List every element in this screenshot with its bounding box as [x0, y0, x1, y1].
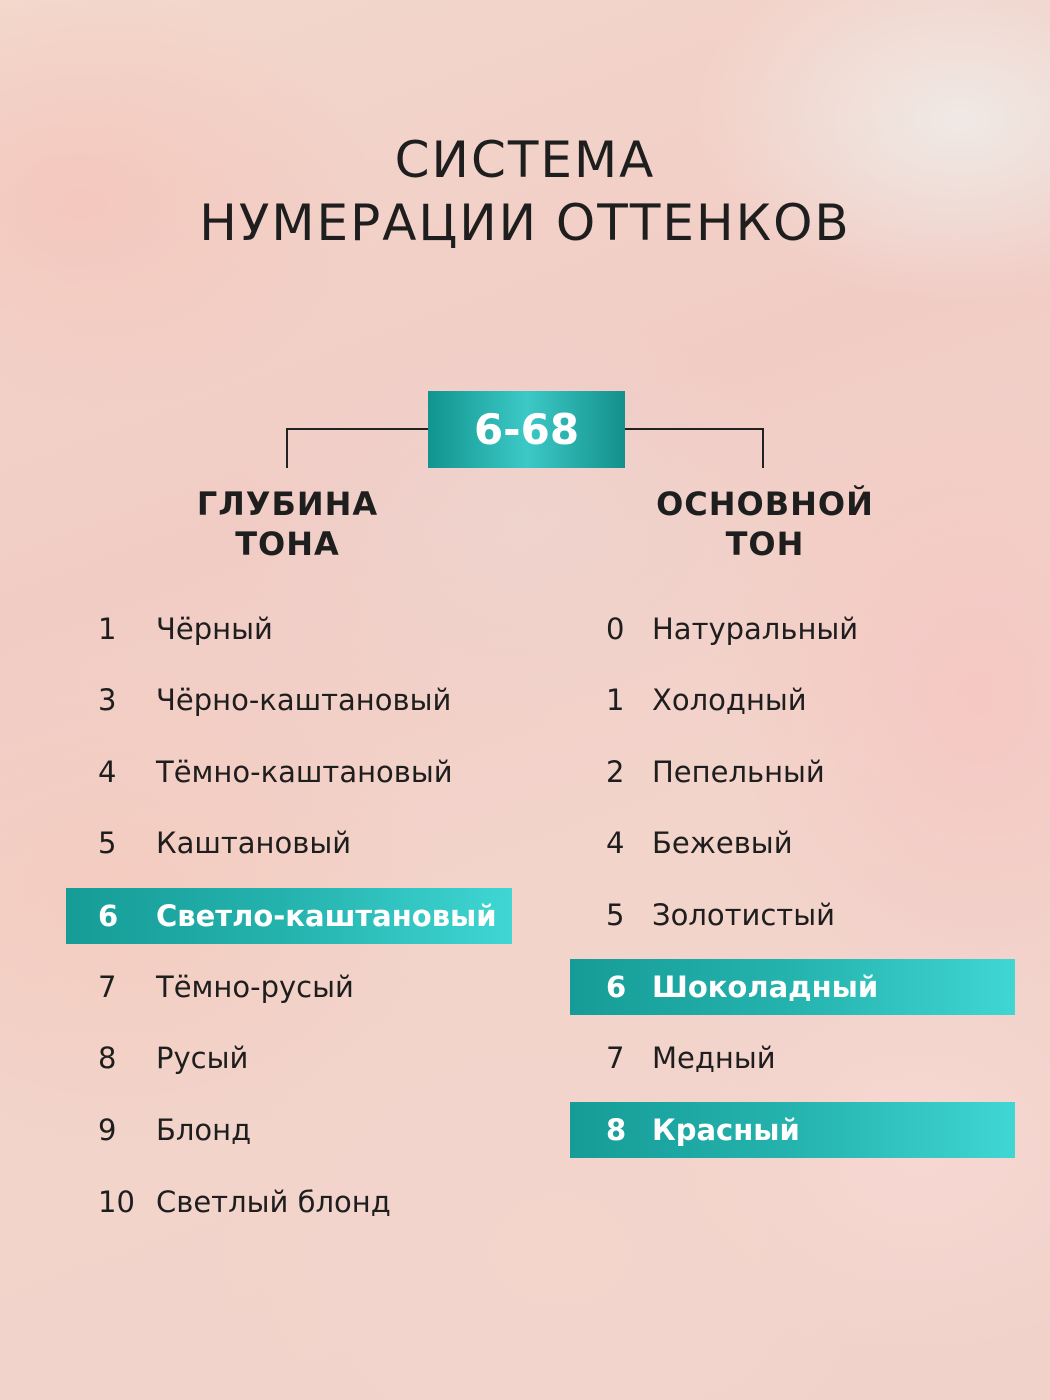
page-title-line2: НУМЕРАЦИИ ОТТЕНКОВ [199, 194, 851, 252]
row-label: Бежевый [652, 826, 793, 860]
tone-depth-row [66, 1102, 512, 1158]
tone-depth-heading-line2: ТОНА [235, 525, 340, 563]
row-number: 7 [606, 1041, 625, 1075]
row-number: 5 [606, 898, 625, 932]
main-tone-row [570, 601, 1015, 657]
page-title-line1: СИСТЕМА [394, 131, 656, 189]
tone-depth-row [66, 744, 512, 800]
main-tone-row [570, 744, 1015, 800]
row-number: 9 [98, 1113, 117, 1147]
connector-left-horizontal [286, 428, 428, 430]
tone-depth-row [66, 815, 512, 871]
row-number: 6 [606, 970, 627, 1004]
row-number: 2 [606, 755, 625, 789]
row-number: 4 [606, 826, 625, 860]
row-label: Тёмно-каштановый [156, 755, 453, 789]
row-number: 1 [98, 612, 117, 646]
tone-depth-row-highlighted [66, 888, 512, 944]
row-label: Блонд [156, 1113, 252, 1147]
tone-depth-heading [180, 484, 395, 564]
row-label: Холодный [652, 683, 807, 717]
row-label: Золотистый [652, 898, 835, 932]
row-label: Чёрный [156, 612, 273, 646]
row-label: Медный [652, 1041, 776, 1075]
main-tone-row-highlighted [570, 959, 1015, 1015]
row-label: Красный [652, 1113, 800, 1147]
tone-depth-heading-line1: ГЛУБИНА [196, 485, 379, 523]
main-tone-heading-line2: ТОН [725, 525, 805, 563]
row-number: 3 [98, 683, 117, 717]
row-label: Натуральный [652, 612, 859, 646]
connector-right-horizontal [625, 428, 764, 430]
row-number: 0 [606, 612, 625, 646]
main-tone-heading [630, 484, 900, 564]
row-number: 7 [98, 970, 117, 1004]
main-tone-row [570, 887, 1015, 943]
row-label: Чёрно-каштановый [156, 683, 452, 717]
tone-depth-row [66, 959, 512, 1015]
tone-depth-row [66, 601, 512, 657]
connector-right-vertical [762, 428, 764, 468]
main-tone-heading-line1: ОСНОВНОЙ [656, 485, 874, 523]
row-number: 10 [98, 1185, 135, 1219]
row-label: Светлый блонд [156, 1185, 391, 1219]
tone-depth-row [66, 1030, 512, 1086]
row-number: 5 [98, 826, 117, 860]
row-label: Пепельный [652, 755, 825, 789]
row-number: 1 [606, 683, 625, 717]
main-tone-row [570, 815, 1015, 871]
row-label: Русый [156, 1041, 249, 1075]
row-label: Шоколадный [652, 970, 879, 1004]
row-number: 8 [98, 1041, 117, 1075]
tone-depth-row [66, 1174, 512, 1230]
row-label: Тёмно-русый [156, 970, 354, 1004]
connector-left-vertical [286, 428, 288, 468]
main-tone-row-highlighted [570, 1102, 1015, 1158]
tone-depth-row [66, 672, 512, 728]
main-tone-row [570, 672, 1015, 728]
row-label: Каштановый [156, 826, 352, 860]
row-number: 4 [98, 755, 117, 789]
shade-code-badge: 6-68 [428, 391, 625, 468]
main-tone-row [570, 1030, 1015, 1086]
row-number: 6 [98, 899, 119, 933]
row-label: Светло-каштановый [156, 899, 497, 933]
row-number: 8 [606, 1113, 627, 1147]
